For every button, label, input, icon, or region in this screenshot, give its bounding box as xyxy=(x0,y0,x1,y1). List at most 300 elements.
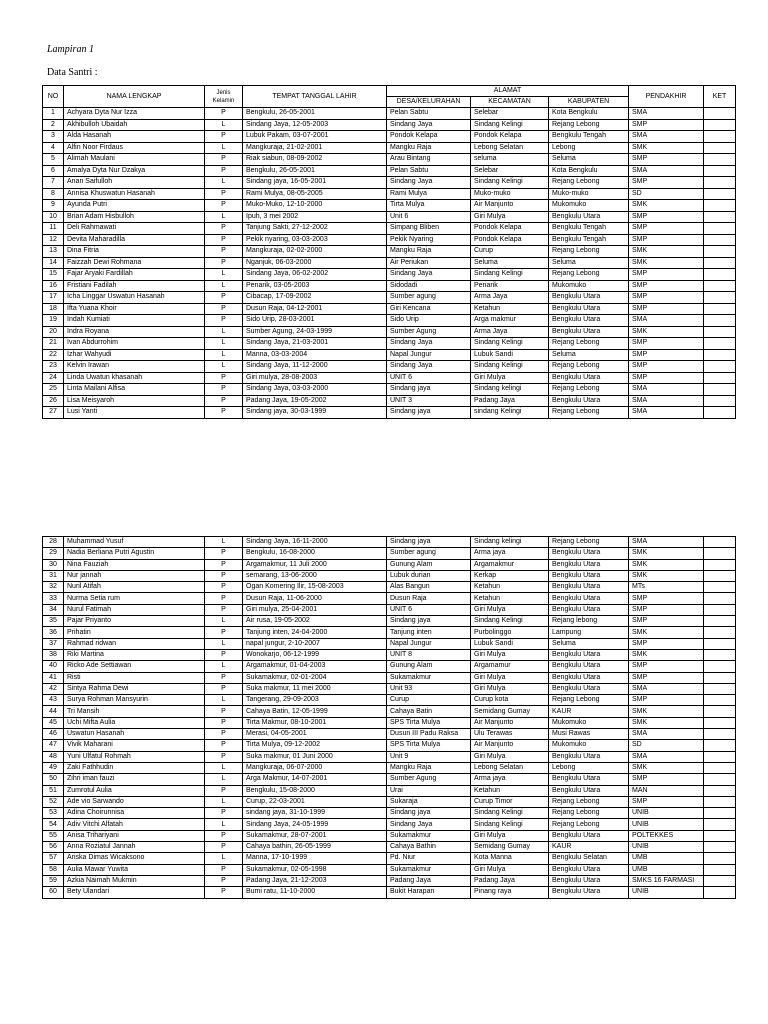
cell-no: 9 xyxy=(43,200,64,212)
cell-ket xyxy=(704,729,736,740)
cell-no: 42 xyxy=(43,683,64,694)
cell-kecamatan: Sindang Kelingi xyxy=(471,616,549,627)
cell-nama-lengkap: Surya Rohman Mansyurin xyxy=(64,695,205,706)
cell-tempat-tanggal-lahir: Dusun Raja, 11-06-2000 xyxy=(243,593,387,604)
cell-kabupaten: Bengkulu Utara xyxy=(549,649,629,660)
table-row xyxy=(43,211,736,223)
cell-desa-kelurahan: Sukaraja xyxy=(387,796,471,807)
cell-nama-lengkap: Amalya Dyta Nur Dzakya xyxy=(64,165,205,177)
cell-kecamatan: Kota Manna xyxy=(471,853,549,864)
cell-tempat-tanggal-lahir: Padang Jaya, 19-05-2002 xyxy=(243,395,387,407)
cell-kecamatan: Giri Mulya xyxy=(471,604,549,615)
cell-no: 34 xyxy=(43,604,64,615)
cell-tempat-tanggal-lahir: Argamakmur, 01-04-2003 xyxy=(243,661,387,672)
cell-nama-lengkap: Zihri iman fauzi xyxy=(64,774,205,785)
cell-tempat-tanggal-lahir: Sindang Jaya, 21-03-2001 xyxy=(243,338,387,350)
cell-desa-kelurahan: Sindang jaya xyxy=(387,808,471,819)
cell-nama-lengkap: Sintya Rahma Dewi xyxy=(64,683,205,694)
cell-jenis-kelamin: P xyxy=(205,154,243,166)
cell-ket xyxy=(704,616,736,627)
cell-pendakhir: SMA xyxy=(629,165,704,177)
table-row xyxy=(43,819,736,830)
cell-tempat-tanggal-lahir: Padang Jaya, 21-12-2003 xyxy=(243,875,387,886)
cell-jenis-kelamin: P xyxy=(205,570,243,581)
table-row xyxy=(43,326,736,338)
cell-pendakhir: SMA xyxy=(629,407,704,419)
cell-pendakhir: SMA xyxy=(629,729,704,740)
header-kecamatan: KECAMATAN xyxy=(471,97,549,108)
cell-pendakhir: SMP xyxy=(629,672,704,683)
cell-ket xyxy=(704,108,736,120)
cell-tempat-tanggal-lahir: semarang, 13-06-2000 xyxy=(243,570,387,581)
cell-no: 7 xyxy=(43,177,64,189)
cell-kecamatan: Giri Mulya xyxy=(471,751,549,762)
cell-kabupaten: Mukomuko xyxy=(549,280,629,292)
cell-ket xyxy=(704,131,736,143)
table-row xyxy=(43,638,736,649)
cell-no: 15 xyxy=(43,269,64,281)
cell-no: 10 xyxy=(43,211,64,223)
table-row xyxy=(43,269,736,281)
cell-kabupaten: Bengkulu Utara xyxy=(549,570,629,581)
cell-jenis-kelamin: P xyxy=(205,683,243,694)
cell-tempat-tanggal-lahir: Merasi, 04-05-2001 xyxy=(243,729,387,740)
cell-desa-kelurahan: Arau Bintang xyxy=(387,154,471,166)
table-row xyxy=(43,853,736,864)
cell-desa-kelurahan: Sindang jaya xyxy=(387,407,471,419)
cell-no: 59 xyxy=(43,875,64,886)
cell-tempat-tanggal-lahir: Suka makmur, 11 mei 2000 xyxy=(243,683,387,694)
table-row xyxy=(43,785,736,796)
cell-kabupaten: Bengkulu Utara xyxy=(549,661,629,672)
cell-tempat-tanggal-lahir: Sindang Jaya, 11-12-2000 xyxy=(243,361,387,373)
table-row xyxy=(43,177,736,189)
table-row xyxy=(43,349,736,361)
cell-kabupaten: Bengkulu Utara xyxy=(549,292,629,304)
cell-ket xyxy=(704,570,736,581)
cell-nama-lengkap: Anna Roziatul Jannah xyxy=(64,842,205,853)
cell-kecamatan: Curup Timor xyxy=(471,796,549,807)
cell-desa-kelurahan: Padang Jaya xyxy=(387,875,471,886)
cell-desa-kelurahan: Dusun Raja xyxy=(387,593,471,604)
cell-tempat-tanggal-lahir: Suka makmur, 01 Juni 2000 xyxy=(243,751,387,762)
cell-nama-lengkap: Muhammad Yusuf xyxy=(64,537,205,548)
cell-no: 31 xyxy=(43,570,64,581)
table-row xyxy=(43,395,736,407)
cell-tempat-tanggal-lahir: Bengkulu, 16-08-2000 xyxy=(243,548,387,559)
table-row xyxy=(43,616,736,627)
cell-kabupaten: Mukomuko xyxy=(549,740,629,751)
cell-nama-lengkap: Zaki Fathhudin xyxy=(64,762,205,773)
cell-nama-lengkap: Linda Uwatun khasanah xyxy=(64,372,205,384)
table-row xyxy=(43,740,736,751)
cell-jenis-kelamin: P xyxy=(205,303,243,315)
cell-kabupaten: Bengkulu Utara xyxy=(549,372,629,384)
cell-desa-kelurahan: Mangku Raja xyxy=(387,762,471,773)
cell-pendakhir: SMP xyxy=(629,211,704,223)
cell-tempat-tanggal-lahir: Mangkuraja, 02-02-2000 xyxy=(243,246,387,258)
cell-no: 60 xyxy=(43,887,64,898)
cell-ket xyxy=(704,349,736,361)
cell-pendakhir: SMK xyxy=(629,706,704,717)
cell-jenis-kelamin: P xyxy=(205,188,243,200)
cell-nama-lengkap: Yuni Ulfatul Rohmah xyxy=(64,751,205,762)
cell-tempat-tanggal-lahir: sindang jaya, 31-10-1999 xyxy=(243,808,387,819)
table-row xyxy=(43,864,736,875)
cell-jenis-kelamin: L xyxy=(205,638,243,649)
cell-ket xyxy=(704,864,736,875)
cell-nama-lengkap: Nurul Fatimah xyxy=(64,604,205,615)
cell-nama-lengkap: Alfin Noor Firdaus xyxy=(64,142,205,154)
cell-tempat-tanggal-lahir: Sukamakmur, 28-07-2001 xyxy=(243,830,387,841)
cell-kecamatan: Arma Jaya xyxy=(471,326,549,338)
cell-pendakhir: SMP xyxy=(629,349,704,361)
cell-kecamatan: Giri Mulya xyxy=(471,864,549,875)
cell-pendakhir: SMP xyxy=(629,119,704,131)
cell-kabupaten: Rejang Lebong xyxy=(549,819,629,830)
table-row xyxy=(43,200,736,212)
cell-kecamatan: Giri Mulya xyxy=(471,672,549,683)
cell-nama-lengkap: Fajar Aryaki Fardillah xyxy=(64,269,205,281)
table-row xyxy=(43,774,736,785)
cell-kabupaten: Bengkulu Utara xyxy=(549,672,629,683)
cell-no: 11 xyxy=(43,223,64,235)
cell-ket xyxy=(704,177,736,189)
cell-tempat-tanggal-lahir: Manna, 17-10-1999 xyxy=(243,853,387,864)
cell-jenis-kelamin: P xyxy=(205,875,243,886)
cell-kabupaten: Rejang Lebong xyxy=(549,338,629,350)
table-row xyxy=(43,751,736,762)
cell-desa-kelurahan: SPS Tirta Mulya xyxy=(387,717,471,728)
cell-nama-lengkap: Ade vio Sarwando xyxy=(64,796,205,807)
cell-desa-kelurahan: Mangku Raja xyxy=(387,142,471,154)
cell-ket xyxy=(704,683,736,694)
cell-no: 3 xyxy=(43,131,64,143)
table-row xyxy=(43,672,736,683)
cell-kabupaten: Bengkulu Utara xyxy=(549,604,629,615)
cell-pendakhir: UMB xyxy=(629,864,704,875)
cell-pendakhir: SMP xyxy=(629,361,704,373)
table-row xyxy=(43,729,736,740)
cell-nama-lengkap: Ariska Dimas Wicaksono xyxy=(64,853,205,864)
cell-ket xyxy=(704,593,736,604)
cell-kecamatan: Lubuk Sandi xyxy=(471,638,549,649)
cell-jenis-kelamin: P xyxy=(205,706,243,717)
cell-no: 14 xyxy=(43,257,64,269)
cell-no: 37 xyxy=(43,638,64,649)
cell-nama-lengkap: Dina Fitria xyxy=(64,246,205,258)
cell-kecamatan: Ketahun xyxy=(471,593,549,604)
cell-no: 13 xyxy=(43,246,64,258)
cell-no: 58 xyxy=(43,864,64,875)
cell-tempat-tanggal-lahir: Tangerang, 29-09-2003 xyxy=(243,695,387,706)
cell-no: 52 xyxy=(43,796,64,807)
cell-kabupaten: Bengkulu Utara xyxy=(549,315,629,327)
cell-kecamatan: Curup xyxy=(471,246,549,258)
cell-pendakhir: UNIB xyxy=(629,808,704,819)
cell-tempat-tanggal-lahir: Sindang Jaya, 16-11-2000 xyxy=(243,537,387,548)
cell-pendakhir: SMP xyxy=(629,616,704,627)
cell-tempat-tanggal-lahir: Rami Mulya, 08-05-2005 xyxy=(243,188,387,200)
cell-no: 18 xyxy=(43,303,64,315)
cell-desa-kelurahan: Sindang Jaya xyxy=(387,269,471,281)
cell-ket xyxy=(704,154,736,166)
cell-pendakhir: SMK xyxy=(629,627,704,638)
cell-ket xyxy=(704,819,736,830)
table-row xyxy=(43,593,736,604)
cell-pendakhir: SMK xyxy=(629,717,704,728)
cell-kecamatan: sindang Kelingi xyxy=(471,407,549,419)
cell-pendakhir: SMP xyxy=(629,280,704,292)
cell-no: 55 xyxy=(43,830,64,841)
cell-nama-lengkap: Faizzah Dewi Rohmana xyxy=(64,257,205,269)
cell-kecamatan: Giri Mulya xyxy=(471,683,549,694)
cell-tempat-tanggal-lahir: napal jungur, 2-10-2007 xyxy=(243,638,387,649)
cell-jenis-kelamin: P xyxy=(205,292,243,304)
cell-desa-kelurahan: Sukamakmur xyxy=(387,864,471,875)
cell-kecamatan: Giri Mulya xyxy=(471,211,549,223)
cell-kabupaten: Bengkulu Tengah xyxy=(549,223,629,235)
cell-nama-lengkap: Adina Choirunnisa xyxy=(64,808,205,819)
cell-desa-kelurahan: Pelan Sabtu xyxy=(387,165,471,177)
cell-nama-lengkap: Nurma Setia rum xyxy=(64,593,205,604)
cell-kecamatan: Arma jaya xyxy=(471,548,549,559)
cell-ket xyxy=(704,830,736,841)
cell-ket xyxy=(704,407,736,419)
cell-no: 51 xyxy=(43,785,64,796)
santri-table-part-1 xyxy=(42,85,736,419)
cell-nama-lengkap: Fristiani Fadilah xyxy=(64,280,205,292)
cell-ket xyxy=(704,774,736,785)
cell-tempat-tanggal-lahir: Sindang jaya, 16-05-2001 xyxy=(243,177,387,189)
cell-tempat-tanggal-lahir: Wonokarjo, 06-12-1999 xyxy=(243,649,387,660)
cell-desa-kelurahan: Sindang Jaya xyxy=(387,361,471,373)
cell-kecamatan: Selebar xyxy=(471,108,549,120)
cell-desa-kelurahan: Air Periukan xyxy=(387,257,471,269)
cell-desa-kelurahan: Napal Jungur xyxy=(387,638,471,649)
table-body-part-2 xyxy=(43,537,736,899)
cell-nama-lengkap: Ivan Abdurrohim xyxy=(64,338,205,350)
cell-tempat-tanggal-lahir: Nganjuk, 06-03-2000 xyxy=(243,257,387,269)
cell-ket xyxy=(704,372,736,384)
cell-kecamatan: Ketahun xyxy=(471,785,549,796)
cell-desa-kelurahan: UNIT 3 xyxy=(387,395,471,407)
cell-kabupaten: Bengkulu Utara xyxy=(549,395,629,407)
table-row xyxy=(43,257,736,269)
cell-tempat-tanggal-lahir: Ipuh, 3 mei 2002 xyxy=(243,211,387,223)
cell-ket xyxy=(704,672,736,683)
cell-kecamatan: Penarik xyxy=(471,280,549,292)
cell-pendakhir: SMKS 16 FARMASI xyxy=(629,875,704,886)
cell-kabupaten: Lampung xyxy=(549,627,629,638)
cell-desa-kelurahan: Sindang Jaya xyxy=(387,819,471,830)
cell-jenis-kelamin: L xyxy=(205,177,243,189)
table-row xyxy=(43,292,736,304)
cell-kabupaten: Bengkulu Utara xyxy=(549,683,629,694)
cell-tempat-tanggal-lahir: Penarik, 03-05-2003 xyxy=(243,280,387,292)
cell-kecamatan: Semidang Gumay xyxy=(471,706,549,717)
cell-desa-kelurahan: Urai xyxy=(387,785,471,796)
cell-kecamatan: Seluma xyxy=(471,257,549,269)
cell-tempat-tanggal-lahir: Cahaya bathin, 26-05-1999 xyxy=(243,842,387,853)
cell-kabupaten: Rejang Lebong xyxy=(549,537,629,548)
cell-desa-kelurahan: Tirta Mulya xyxy=(387,200,471,212)
cell-no: 40 xyxy=(43,661,64,672)
cell-pendakhir: SMK xyxy=(629,257,704,269)
cell-nama-lengkap: Uswatun Hasanah xyxy=(64,729,205,740)
cell-desa-kelurahan: Alas Bangun xyxy=(387,582,471,593)
table-row xyxy=(43,303,736,315)
cell-desa-kelurahan: Sukamakmur xyxy=(387,672,471,683)
cell-kecamatan: Padang Jaya xyxy=(471,875,549,886)
cell-ket xyxy=(704,751,736,762)
cell-pendakhir: SMA xyxy=(629,751,704,762)
cell-pendakhir: SMK xyxy=(629,762,704,773)
table-row xyxy=(43,717,736,728)
cell-kecamatan: Sindang Kelingi xyxy=(471,177,549,189)
cell-desa-kelurahan: Sindang jaya xyxy=(387,616,471,627)
cell-tempat-tanggal-lahir: Sukamakmur, 02-01-2004 xyxy=(243,672,387,683)
cell-jenis-kelamin: P xyxy=(205,672,243,683)
cell-kabupaten: Bengkulu Utara xyxy=(549,785,629,796)
cell-kabupaten: Bengkulu Utara xyxy=(549,303,629,315)
cell-kecamatan: Arma Jaya xyxy=(471,292,549,304)
cell-no: 4 xyxy=(43,142,64,154)
header-kabupaten: KABUPATEN xyxy=(549,97,629,108)
cell-kecamatan: Ketahun xyxy=(471,303,549,315)
table-row xyxy=(43,223,736,235)
cell-tempat-tanggal-lahir: Bumi ratu, 11-10-2000 xyxy=(243,887,387,898)
cell-pendakhir: SMP xyxy=(629,269,704,281)
cell-ket xyxy=(704,717,736,728)
cell-pendakhir: SMP xyxy=(629,604,704,615)
cell-pendakhir: SMK xyxy=(629,142,704,154)
cell-kecamatan: Lebong Selatan xyxy=(471,142,549,154)
document-title: Lampiran 1 xyxy=(47,44,94,55)
cell-nama-lengkap: Akhibulloh Ubaidah xyxy=(64,119,205,131)
cell-jenis-kelamin: L xyxy=(205,119,243,131)
cell-no: 27 xyxy=(43,407,64,419)
cell-jenis-kelamin: P xyxy=(205,717,243,728)
header-alamat: ALAMAT xyxy=(387,86,629,97)
cell-kabupaten: Bengkulu Utara xyxy=(549,211,629,223)
cell-no: 35 xyxy=(43,616,64,627)
cell-nama-lengkap: Prihatin xyxy=(64,627,205,638)
cell-ket xyxy=(704,384,736,396)
cell-pendakhir: POLTEKKES xyxy=(629,830,704,841)
cell-jenis-kelamin: P xyxy=(205,740,243,751)
header-desa-kelurahan: DESA/KELURAHAN xyxy=(387,97,471,108)
cell-jenis-kelamin: P xyxy=(205,223,243,235)
cell-nama-lengkap: Lisa Meisyaroh xyxy=(64,395,205,407)
cell-no: 38 xyxy=(43,649,64,660)
header-jenis-kelamin xyxy=(205,86,243,108)
table-row xyxy=(43,762,736,773)
cell-pendakhir: MAN xyxy=(629,785,704,796)
cell-pendakhir: SMP xyxy=(629,338,704,350)
cell-tempat-tanggal-lahir: Sukamakmur, 02-05-1998 xyxy=(243,864,387,875)
cell-no: 6 xyxy=(43,165,64,177)
cell-jenis-kelamin: P xyxy=(205,131,243,143)
cell-no: 45 xyxy=(43,717,64,728)
cell-jenis-kelamin: P xyxy=(205,548,243,559)
cell-desa-kelurahan: Sumber agung xyxy=(387,292,471,304)
table-row xyxy=(43,661,736,672)
cell-jenis-kelamin: P xyxy=(205,582,243,593)
table-row xyxy=(43,604,736,615)
cell-pendakhir: UMB xyxy=(629,853,704,864)
cell-no: 24 xyxy=(43,372,64,384)
cell-jenis-kelamin: P xyxy=(205,165,243,177)
cell-tempat-tanggal-lahir: Dusun Raja, 04-12-2001 xyxy=(243,303,387,315)
table-row xyxy=(43,582,736,593)
header-no: NO xyxy=(43,86,64,108)
cell-ket xyxy=(704,223,736,235)
cell-pendakhir: SMP xyxy=(629,303,704,315)
cell-pendakhir: SMP xyxy=(629,154,704,166)
cell-desa-kelurahan: Simpang Bliben xyxy=(387,223,471,235)
cell-tempat-tanggal-lahir: Giri mulya, 25-04-2001 xyxy=(243,604,387,615)
cell-desa-kelurahan: Pd. Niur xyxy=(387,853,471,864)
cell-jenis-kelamin: P xyxy=(205,649,243,660)
cell-jenis-kelamin: L xyxy=(205,280,243,292)
cell-kabupaten: Bengkulu Selatan xyxy=(549,853,629,864)
cell-no: 57 xyxy=(43,853,64,864)
cell-desa-kelurahan: Unit 6 xyxy=(387,211,471,223)
cell-kecamatan: Muko-muko xyxy=(471,188,549,200)
cell-ket xyxy=(704,142,736,154)
cell-pendakhir: SMK xyxy=(629,559,704,570)
cell-jenis-kelamin: L xyxy=(205,796,243,807)
cell-jenis-kelamin: P xyxy=(205,751,243,762)
cell-nama-lengkap: Linta Mailani Alfisa xyxy=(64,384,205,396)
cell-nama-lengkap: Ifta Yuana Khoir xyxy=(64,303,205,315)
cell-jenis-kelamin: P xyxy=(205,559,243,570)
cell-no: 28 xyxy=(43,537,64,548)
cell-jenis-kelamin: P xyxy=(205,372,243,384)
cell-jenis-kelamin: P xyxy=(205,234,243,246)
table-row xyxy=(43,887,736,898)
cell-desa-kelurahan: Sumber Agung xyxy=(387,774,471,785)
cell-no: 2 xyxy=(43,119,64,131)
cell-tempat-tanggal-lahir: Manna, 03-03-2004 xyxy=(243,349,387,361)
cell-ket xyxy=(704,627,736,638)
cell-kecamatan: Selebar xyxy=(471,165,549,177)
cell-tempat-tanggal-lahir: Bengkulu, 26-05-2001 xyxy=(243,165,387,177)
cell-pendakhir: SMK xyxy=(629,649,704,660)
table-row xyxy=(43,627,736,638)
table-row xyxy=(43,154,736,166)
cell-ket xyxy=(704,246,736,258)
cell-nama-lengkap: Deli Rahmawati xyxy=(64,223,205,235)
cell-kecamatan: Sindang Kelingi xyxy=(471,808,549,819)
cell-jenis-kelamin: P xyxy=(205,830,243,841)
cell-nama-lengkap: Risti xyxy=(64,672,205,683)
cell-jenis-kelamin: L xyxy=(205,616,243,627)
cell-kabupaten: Rejang Lebong xyxy=(549,796,629,807)
table-row xyxy=(43,706,736,717)
cell-pendakhir: SMK xyxy=(629,548,704,559)
cell-nama-lengkap: Adiv Vitchi Alfatah xyxy=(64,819,205,830)
table-row xyxy=(43,830,736,841)
cell-no: 22 xyxy=(43,349,64,361)
cell-nama-lengkap: Indah Kumiati xyxy=(64,315,205,327)
cell-jenis-kelamin: P xyxy=(205,729,243,740)
cell-tempat-tanggal-lahir: Sindang Jaya, 06-02-2002 xyxy=(243,269,387,281)
cell-ket xyxy=(704,559,736,570)
cell-nama-lengkap: Zumrotul Aulia xyxy=(64,785,205,796)
cell-ket xyxy=(704,315,736,327)
